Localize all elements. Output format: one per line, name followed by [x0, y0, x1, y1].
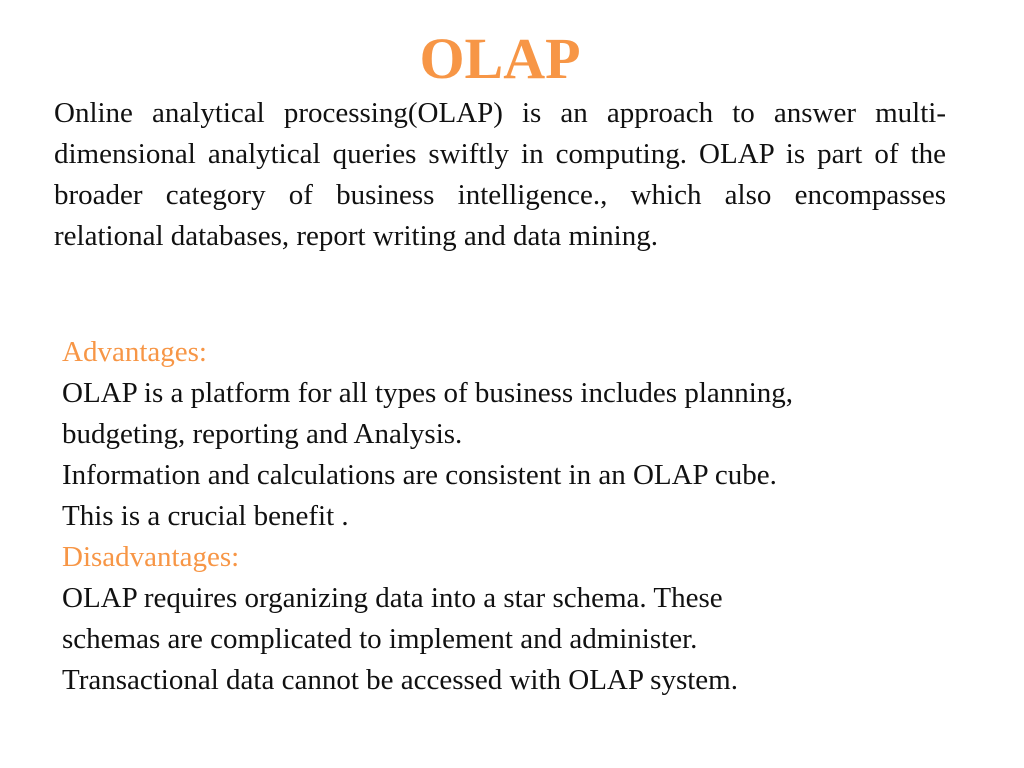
advantages-line: This is a crucial benefit . — [62, 500, 349, 532]
advantages-section — [62, 332, 962, 537]
disadvantages-heading: Disadvantages: — [62, 541, 240, 573]
advantages-line: Information and calculations are consistent in an OLAP cube. — [62, 459, 777, 491]
advantages-line: budgeting, reporting and Analysis. — [62, 418, 463, 450]
disadvantages-line: schemas are complicated to implement and administer. — [62, 623, 698, 655]
advantages-heading: Advantages: — [62, 336, 207, 368]
disadvantages-line: OLAP requires organizing data into a star schema. These — [62, 582, 723, 614]
slide-title: OLAP — [419, 26, 581, 91]
intro-paragraph: Online analytical processing(OLAP) is an approach to answer multi-dimensional analytical queries swiftly in computing. OLAP is part of the broader category of business intelligence., which also encompasses relational databases, report writing and data mining. — [54, 97, 946, 252]
disadvantages-section — [62, 537, 962, 701]
disadvantages-line: Transactional data cannot be accessed with OLAP system. — [62, 664, 738, 696]
advantages-line: OLAP is a platform for all types of business includes planning, — [62, 377, 794, 409]
